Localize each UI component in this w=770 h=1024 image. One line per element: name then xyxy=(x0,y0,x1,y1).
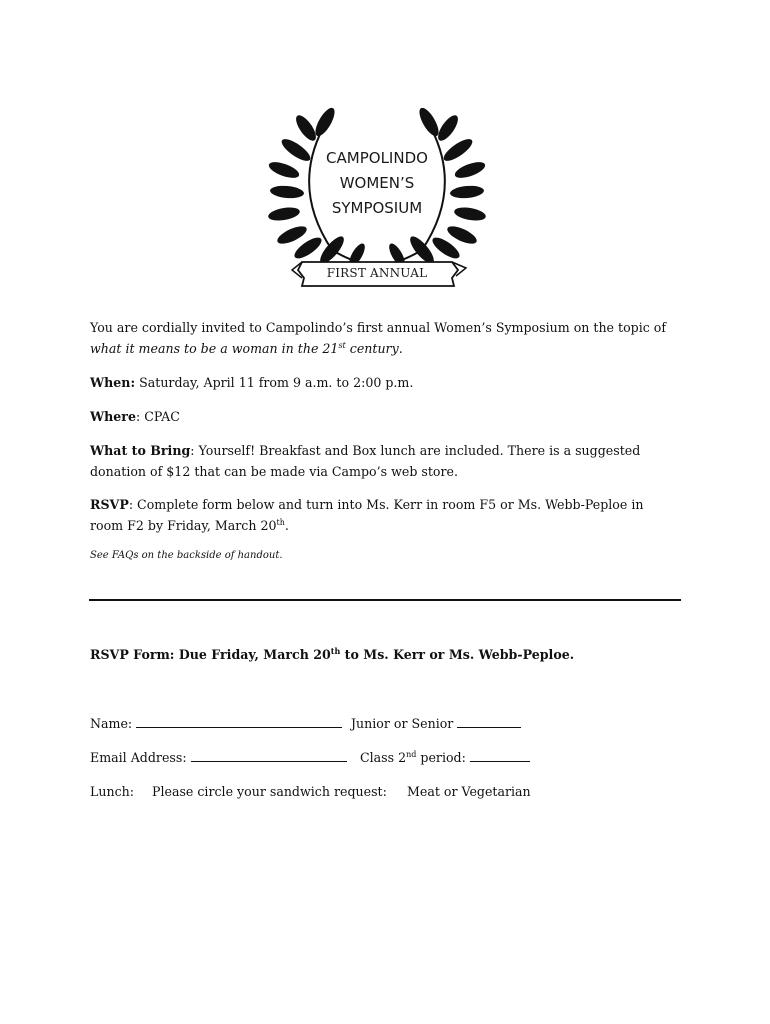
bring-value: : Yourself! Breakfast and Box lunch are included. There is a suggested xyxy=(190,443,641,458)
lunch-options[interactable]: Meat or Vegetarian xyxy=(407,784,531,799)
where-line xyxy=(90,406,690,427)
invitation-text: You are cordially invited to Campolindo’s first annual Women’s Symposium on the topic of xyxy=(90,320,667,335)
faq-note: See FAQs on the backside of handout. xyxy=(90,550,283,561)
form-heading-text: RSVP Form: Due Friday, March 20 xyxy=(90,647,331,662)
email-blank[interactable] xyxy=(191,749,347,762)
where-value: : CPAC xyxy=(135,409,180,424)
logo-line-2: WOMEN’S xyxy=(339,174,415,192)
form-heading-superscript: th xyxy=(330,645,341,656)
logo-banner-text: FIRST ANNUAL xyxy=(326,266,428,280)
invitation-paragraph xyxy=(90,317,690,359)
rsvp-label: RSVP xyxy=(90,497,129,512)
name-blank[interactable] xyxy=(136,715,342,728)
form-heading-end: to Ms. Kerr or Ms. Webb-Peploe. xyxy=(340,647,575,662)
rsvp-line2: room F2 by Friday, March 20 xyxy=(90,518,277,533)
lunch-label: Lunch: xyxy=(90,784,134,799)
symposium-logo xyxy=(262,100,492,295)
year-label: Junior or Senior xyxy=(351,716,454,731)
rsvp-superscript: th xyxy=(276,517,285,527)
when-label: When: xyxy=(90,375,136,390)
topic-text: what it means to be a woman in the 21 xyxy=(90,341,339,356)
topic-text-end: century xyxy=(345,341,399,356)
year-blank[interactable] xyxy=(457,715,521,728)
email-label: Email Address: xyxy=(90,750,187,765)
lunch-prompt: Please circle your sandwich request: xyxy=(152,784,387,799)
class-label: Class 2 xyxy=(360,750,407,765)
name-field[interactable] xyxy=(90,715,342,731)
year-field[interactable] xyxy=(351,715,521,731)
invitation-topic xyxy=(90,341,399,356)
class-period-field[interactable] xyxy=(360,749,530,765)
rsvp-form-heading xyxy=(90,647,574,662)
logo-line-1: CAMPOLINDO xyxy=(326,149,428,167)
topic-superscript: st xyxy=(338,340,346,350)
bring-value-line2: donation of $12 that can be made via Campo’s web store. xyxy=(90,464,458,479)
name-label: Name: xyxy=(90,716,133,731)
class-period-blank[interactable] xyxy=(470,749,530,762)
bring-label: What to Bring xyxy=(90,443,191,458)
divider-line xyxy=(89,599,681,601)
logo-title xyxy=(262,146,492,221)
class-superscript: nd xyxy=(406,749,417,759)
rsvp-line2-end: . xyxy=(284,518,289,533)
email-field[interactable] xyxy=(90,749,347,765)
logo-line-3: SYMPOSIUM xyxy=(331,199,423,217)
class-label-end: period: xyxy=(416,750,466,765)
what-to-bring-paragraph xyxy=(90,440,690,482)
when-value: Saturday, April 11 from 9 a.m. to 2:00 p.m. xyxy=(135,375,414,390)
rsvp-value: : Complete form below and turn into Ms. Kerr in room F5 or Ms. Webb-Peploe in xyxy=(128,497,644,512)
invitation-end: . xyxy=(398,341,403,356)
rsvp-paragraph xyxy=(90,494,690,536)
when-line xyxy=(90,372,690,393)
where-label: Where xyxy=(90,409,136,424)
